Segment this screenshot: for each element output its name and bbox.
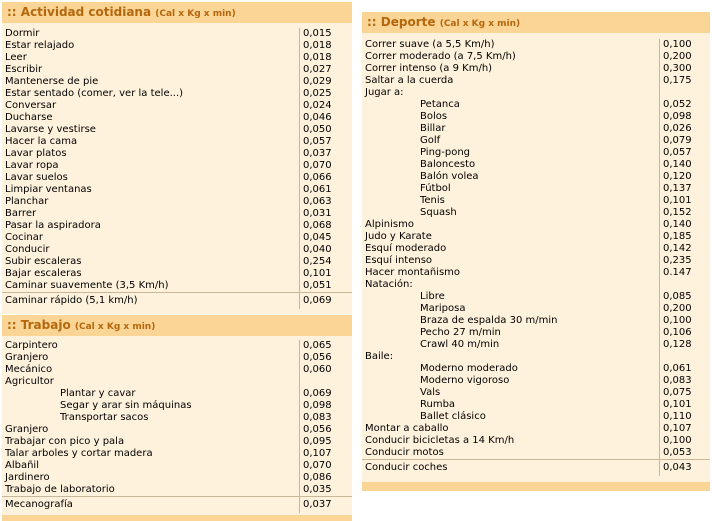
activity-value: 0,046 bbox=[299, 112, 351, 124]
table-row bbox=[2, 64, 352, 76]
activity-value: 0,056 bbox=[299, 352, 351, 364]
activity-value: 0,142 bbox=[659, 243, 711, 255]
activity-value: 0,152 bbox=[659, 207, 711, 219]
table-body bbox=[2, 340, 352, 513]
activity-label: Plantar y cavar bbox=[60, 388, 136, 399]
activity-label: Braza de espalda 30 m/min bbox=[420, 315, 558, 326]
activity-label: Leer bbox=[5, 52, 27, 63]
table-row bbox=[2, 136, 352, 148]
activity-label: Montar a caballo bbox=[365, 423, 449, 434]
table-row bbox=[362, 459, 710, 476]
activity-label: Escribir bbox=[5, 64, 43, 75]
table-row bbox=[362, 399, 710, 411]
activity-value: 0,040 bbox=[299, 244, 351, 256]
table-row bbox=[362, 231, 710, 243]
activity-label: Esquí moderado bbox=[365, 243, 447, 254]
activity-label: Hacer montañismo bbox=[365, 267, 461, 278]
activity-value: 0,101 bbox=[659, 399, 711, 411]
panel-trabajo bbox=[2, 315, 352, 521]
activity-value: 0,185 bbox=[659, 231, 711, 243]
activity-label: Granjero bbox=[5, 352, 49, 363]
activity-label: Fútbol bbox=[420, 183, 451, 194]
table-row bbox=[362, 339, 710, 351]
activity-value: 0,137 bbox=[659, 183, 711, 195]
activity-label: Conducir bicicletas a 14 Km/h bbox=[365, 435, 515, 446]
panel-deporte bbox=[362, 12, 710, 491]
activity-label: Esquí intenso bbox=[365, 255, 433, 266]
table-row bbox=[2, 364, 352, 376]
activity-label: Crawl 40 m/min bbox=[420, 339, 500, 350]
activity-value: 0,061 bbox=[659, 363, 711, 375]
table-row bbox=[362, 291, 710, 303]
activity-label: Judo y Karate bbox=[365, 231, 432, 242]
activity-value: 0,031 bbox=[299, 208, 351, 220]
table-row bbox=[2, 112, 352, 124]
table-row bbox=[2, 52, 352, 64]
activity-value: 0,100 bbox=[659, 315, 711, 327]
table-row bbox=[2, 28, 352, 40]
activity-label: Granjero bbox=[5, 424, 49, 435]
table-row bbox=[2, 256, 352, 268]
table-row bbox=[362, 63, 710, 75]
activity-label: Carpintero bbox=[5, 340, 58, 351]
table-row bbox=[2, 448, 352, 460]
table-row bbox=[2, 340, 352, 352]
table-row bbox=[362, 327, 710, 339]
activity-label: Trabajar con pico y pala bbox=[5, 436, 125, 447]
activity-value: 0,056 bbox=[299, 424, 351, 436]
table-row bbox=[2, 124, 352, 136]
activity-value: 0,200 bbox=[659, 51, 711, 63]
activity-label: Albañil bbox=[5, 460, 39, 471]
activity-value: 0,120 bbox=[659, 171, 711, 183]
table-row bbox=[2, 460, 352, 472]
activity-label: Correr intenso (a 9 Km/h) bbox=[365, 63, 493, 74]
table-row bbox=[2, 352, 352, 364]
table-row bbox=[2, 400, 352, 412]
activity-label: Lavarse y vestirse bbox=[5, 124, 96, 135]
table-row bbox=[362, 99, 710, 111]
activity-value: 0,024 bbox=[299, 100, 351, 112]
activity-label: Trabajo de laboratorio bbox=[5, 484, 115, 495]
activity-label: Limpiar ventanas bbox=[5, 184, 92, 195]
activity-label: Ducharse bbox=[5, 112, 53, 123]
activity-value: 0,083 bbox=[659, 375, 711, 387]
table-row bbox=[2, 484, 352, 496]
table-row bbox=[362, 411, 710, 423]
activity-value bbox=[659, 279, 711, 291]
table-row bbox=[362, 135, 710, 147]
activity-value: 0,175 bbox=[659, 75, 711, 87]
activity-value bbox=[299, 376, 351, 388]
table-row bbox=[2, 220, 352, 232]
activity-value: 0,037 bbox=[299, 497, 351, 513]
activity-label: Lavar suelos bbox=[5, 172, 68, 183]
activity-value: 0,029 bbox=[299, 76, 351, 88]
activity-value: 0,026 bbox=[659, 123, 711, 135]
activity-value bbox=[659, 351, 711, 363]
activity-label: Libre bbox=[420, 291, 445, 302]
table-row bbox=[362, 75, 710, 87]
table-body bbox=[362, 39, 710, 476]
activity-value: 0,060 bbox=[299, 364, 351, 376]
table-row bbox=[362, 315, 710, 327]
table-row bbox=[362, 159, 710, 171]
activity-label: Golf bbox=[420, 135, 441, 146]
table-row bbox=[2, 292, 352, 309]
activity-value: 0,063 bbox=[299, 196, 351, 208]
activity-label: Ballet clásico bbox=[420, 411, 486, 422]
activity-value: 0,066 bbox=[299, 172, 351, 184]
table-row bbox=[362, 351, 710, 363]
activity-value: 0,051 bbox=[299, 280, 351, 292]
activity-label: Correr suave (a 5,5 Km/h) bbox=[365, 39, 495, 50]
table-row bbox=[2, 184, 352, 196]
table-row bbox=[2, 88, 352, 100]
activity-label: Barrer bbox=[5, 208, 37, 219]
activity-value: 0,053 bbox=[659, 447, 711, 459]
table-row bbox=[2, 472, 352, 484]
activity-label: Dormir bbox=[5, 28, 40, 39]
activity-label: Pecho 27 m/min bbox=[420, 327, 501, 338]
activity-value: 0.147 bbox=[659, 267, 711, 279]
activity-value: 0,069 bbox=[299, 388, 351, 400]
table-row bbox=[2, 268, 352, 280]
table-row bbox=[362, 267, 710, 279]
activity-label: Talar arboles y cortar madera bbox=[5, 448, 153, 459]
table-row bbox=[2, 172, 352, 184]
table-row bbox=[362, 207, 710, 219]
activity-label: Segar y arar sin máquinas bbox=[60, 400, 192, 411]
activity-label: Transportar sacos bbox=[60, 412, 149, 423]
activity-label: Tenis bbox=[420, 195, 445, 206]
activity-label: Rumba bbox=[420, 399, 456, 410]
activity-value: 0,069 bbox=[299, 293, 351, 309]
activity-value: 0,075 bbox=[659, 387, 711, 399]
panel-header bbox=[2, 2, 352, 23]
activity-label: Moderno moderado bbox=[420, 363, 518, 374]
activity-value: 0,100 bbox=[659, 39, 711, 51]
activity-value: 0,027 bbox=[299, 64, 351, 76]
activity-label: Caminar rápido (5,1 km/h) bbox=[5, 295, 138, 306]
activity-value: 0,018 bbox=[299, 40, 351, 52]
activity-value: 0,107 bbox=[659, 423, 711, 435]
table-row bbox=[362, 423, 710, 435]
activity-label: Alpinismo bbox=[365, 219, 414, 230]
table-row bbox=[362, 39, 710, 51]
activity-label: Planchar bbox=[5, 196, 49, 207]
activity-value: 0,052 bbox=[659, 99, 711, 111]
activity-label: Cocinar bbox=[5, 232, 43, 243]
activity-value: 0,035 bbox=[299, 484, 351, 496]
activity-label: Petanca bbox=[420, 99, 460, 110]
activity-value: 0,070 bbox=[299, 460, 351, 472]
table-row bbox=[362, 243, 710, 255]
activity-value: 0,128 bbox=[659, 339, 711, 351]
panel-actividad-cotidiana bbox=[2, 2, 352, 314]
activity-value: 0,068 bbox=[299, 220, 351, 232]
activity-value: 0,050 bbox=[299, 124, 351, 136]
table-row bbox=[362, 375, 710, 387]
activity-label: Subir escaleras bbox=[5, 256, 82, 267]
activity-value: 0,065 bbox=[299, 340, 351, 352]
activity-value: 0,057 bbox=[659, 147, 711, 159]
activity-value: 0,110 bbox=[659, 411, 711, 423]
table-row bbox=[2, 232, 352, 244]
activity-label: Caminar suavemente (3,5 Km/h) bbox=[5, 280, 169, 291]
activity-label: Conversar bbox=[5, 100, 57, 111]
table-row bbox=[2, 76, 352, 88]
activity-label: Mecánico bbox=[5, 364, 53, 375]
activity-value: 0,300 bbox=[659, 63, 711, 75]
activity-label: Vals bbox=[420, 387, 441, 398]
activity-label: Conducir motos bbox=[365, 447, 444, 458]
table-row bbox=[362, 279, 710, 291]
activity-value: 0,107 bbox=[299, 448, 351, 460]
table-row bbox=[2, 160, 352, 172]
table-row bbox=[362, 255, 710, 267]
activity-label: Lavar platos bbox=[5, 148, 67, 159]
activity-value bbox=[659, 87, 711, 99]
activity-value: 0,100 bbox=[659, 435, 711, 447]
activity-value: 0,085 bbox=[659, 291, 711, 303]
activity-label: Lavar ropa bbox=[5, 160, 59, 171]
table-row bbox=[362, 363, 710, 375]
panel-title: :: Trabajo bbox=[7, 318, 71, 332]
activity-label: Moderno vigoroso bbox=[420, 375, 510, 386]
activity-value: 0,235 bbox=[659, 255, 711, 267]
table-row bbox=[2, 244, 352, 256]
activity-label: Hacer la cama bbox=[5, 136, 78, 147]
table-row bbox=[362, 447, 710, 459]
table-row bbox=[2, 376, 352, 388]
table-row bbox=[362, 147, 710, 159]
table-body bbox=[2, 28, 352, 309]
activity-label: Balón volea bbox=[420, 171, 479, 182]
table-row bbox=[362, 171, 710, 183]
activity-label: Pasar la aspiradora bbox=[5, 220, 101, 231]
table-row bbox=[2, 196, 352, 208]
activity-value: 0,101 bbox=[659, 195, 711, 207]
activity-label: Estar sentado (comer, ver la tele...) bbox=[5, 88, 184, 99]
table-row bbox=[362, 87, 710, 99]
activity-label: Billar bbox=[420, 123, 446, 134]
activity-label: Mantenerse de pie bbox=[5, 76, 99, 87]
table-row bbox=[2, 100, 352, 112]
panel-unit: (Cal x Kg x min) bbox=[439, 19, 521, 29]
activity-value: 0,070 bbox=[299, 160, 351, 172]
activity-value: 0,095 bbox=[299, 436, 351, 448]
activity-value: 0,106 bbox=[659, 327, 711, 339]
activity-value: 0,018 bbox=[299, 52, 351, 64]
activity-label: Baile: bbox=[365, 351, 394, 362]
activity-value: 0,061 bbox=[299, 184, 351, 196]
panel-header bbox=[362, 12, 710, 33]
table-row bbox=[2, 388, 352, 400]
activity-value: 0,140 bbox=[659, 219, 711, 231]
activity-label: Conducir coches bbox=[365, 462, 448, 473]
activity-value: 0,098 bbox=[659, 111, 711, 123]
activity-label: Bajar escaleras bbox=[5, 268, 82, 279]
table-row bbox=[362, 435, 710, 447]
activity-label: Baloncesto bbox=[420, 159, 476, 170]
panel-unit: (Cal x Kg x min) bbox=[74, 322, 156, 332]
table-row bbox=[2, 148, 352, 160]
activity-label: Natación: bbox=[365, 279, 413, 290]
activity-value: 0,043 bbox=[659, 460, 711, 476]
activity-value: 0,045 bbox=[299, 232, 351, 244]
table-row bbox=[362, 111, 710, 123]
activity-label: Jardinero bbox=[5, 472, 50, 483]
table-row bbox=[2, 280, 352, 292]
table-row bbox=[362, 51, 710, 63]
activity-value: 0,086 bbox=[299, 472, 351, 484]
activity-label: Estar relajado bbox=[5, 40, 75, 51]
activity-label: Mariposa bbox=[420, 303, 466, 314]
activity-label: Jugar a: bbox=[365, 87, 404, 98]
table-row bbox=[2, 412, 352, 424]
activity-value: 0,101 bbox=[299, 268, 351, 280]
panel-title: :: Deporte bbox=[367, 15, 436, 29]
table-row bbox=[362, 183, 710, 195]
table-row bbox=[362, 303, 710, 315]
activity-label: Bolos bbox=[420, 111, 448, 122]
table-row bbox=[2, 496, 352, 513]
table-row bbox=[362, 195, 710, 207]
activity-label: Saltar a la cuerda bbox=[365, 75, 454, 86]
table-row bbox=[2, 436, 352, 448]
activity-value: 0,200 bbox=[659, 303, 711, 315]
table-row bbox=[362, 123, 710, 135]
activity-value: 0,079 bbox=[659, 135, 711, 147]
table-row bbox=[362, 219, 710, 231]
panel-footer-bar bbox=[362, 482, 710, 491]
table-row bbox=[362, 387, 710, 399]
activity-value: 0,083 bbox=[299, 412, 351, 424]
activity-label: Ping-pong bbox=[420, 147, 471, 158]
activity-value: 0,057 bbox=[299, 136, 351, 148]
table-row bbox=[2, 40, 352, 52]
panel-footer-bar bbox=[2, 515, 352, 521]
table-row bbox=[2, 208, 352, 220]
activity-label: Squash bbox=[420, 207, 457, 218]
panel-header bbox=[2, 315, 352, 336]
activity-value: 0,037 bbox=[299, 148, 351, 160]
activity-value: 0,140 bbox=[659, 159, 711, 171]
activity-label: Agricultor bbox=[5, 376, 54, 387]
panel-unit: (Cal x Kg x min) bbox=[155, 9, 236, 19]
activity-label: Correr moderado (a 7,5 Km/h) bbox=[365, 51, 516, 62]
panel-title: :: Actividad cotidiana bbox=[7, 5, 152, 19]
activity-value: 0,025 bbox=[299, 88, 351, 100]
table-row bbox=[2, 424, 352, 436]
activity-value: 0,015 bbox=[299, 28, 351, 40]
activity-label: Mecanografía bbox=[5, 499, 73, 510]
activity-value: 0,254 bbox=[299, 256, 351, 268]
activity-value: 0,098 bbox=[299, 400, 351, 412]
activity-label: Conducir bbox=[5, 244, 50, 255]
